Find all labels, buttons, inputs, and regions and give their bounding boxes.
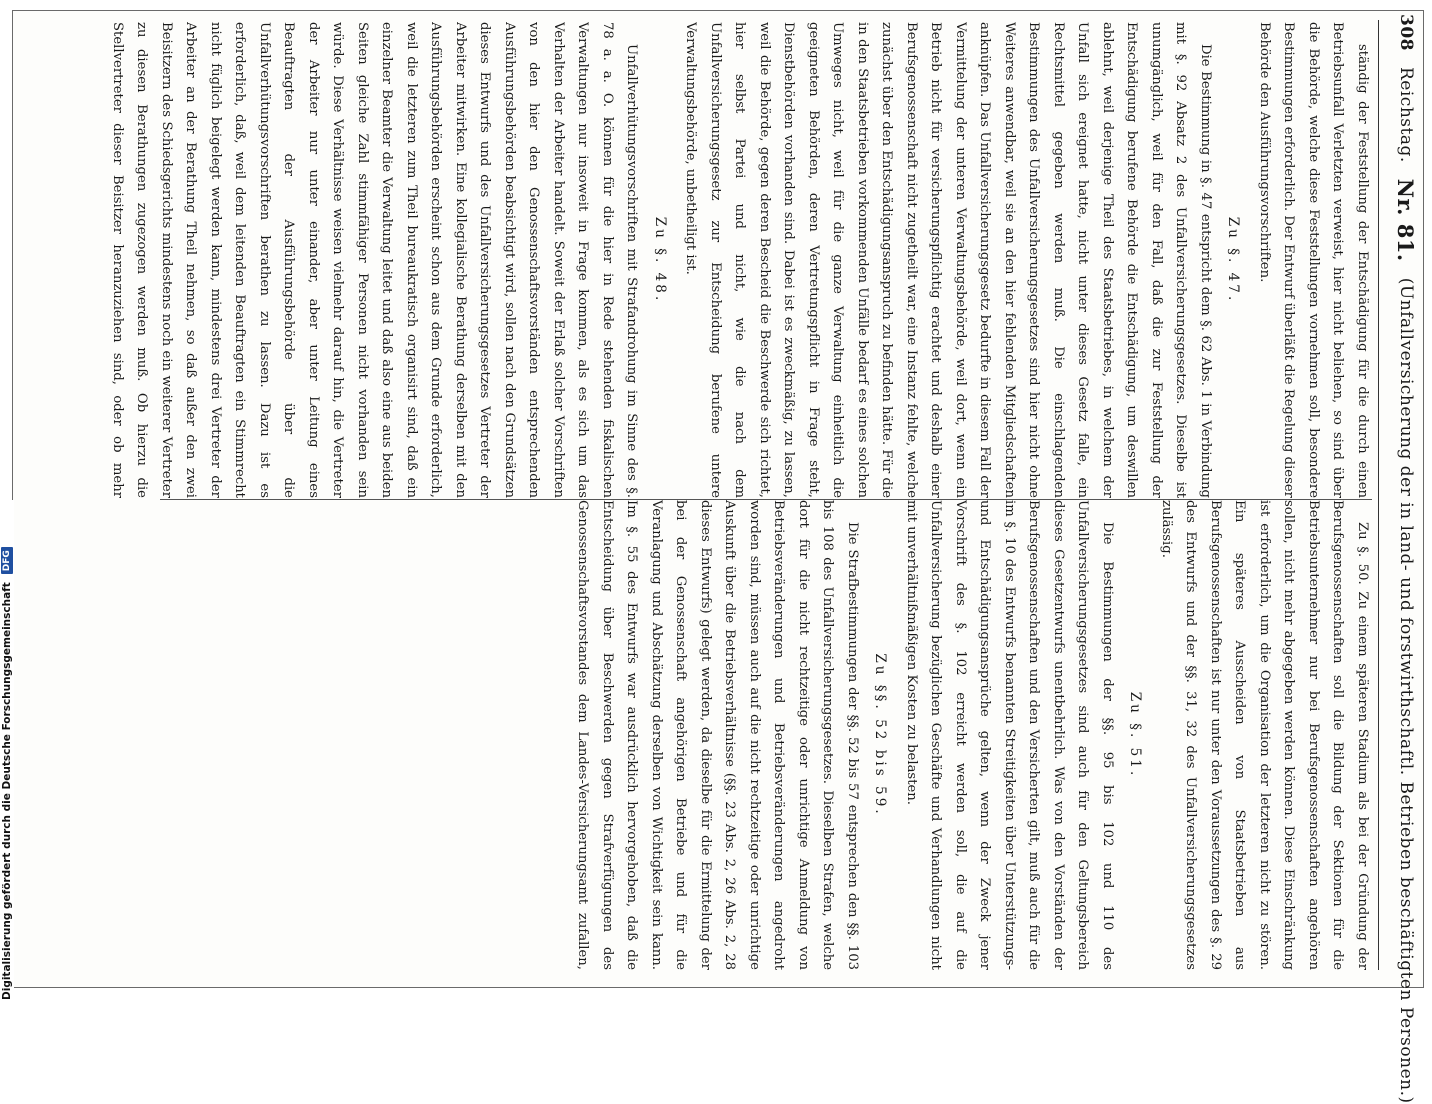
page-number: 308 — [1396, 14, 1416, 51]
paragraph: ständig der Feststellung der Entschädigung für die durch einen Betriebsunfall Verletzten verweist, hier nicht beliehen, so sind über die Behörde, welche diese Feststellungen vornehmen soll, besondere Bestimmungen erforderlich. Der Entwurf überläßt die Regelung dieser Behörde den Ausführungsvorschriften. — [1257, 22, 1370, 498]
text-column-right — [566, 500, 1374, 970]
paragraph: Die Strafbestimmungen der §§. 52 bis 57 entsprechen den §§. 103 bis 108 des Unfallversicherungsgesetzes. Dieselben Strafen, welche dort für die nicht rechtzeitige oder unrichtige Anmeldung von Betriebsveränderungen und Betriebsveränderungen angedroht worden sind, müssen auch auf die nicht rechtzeitige oder unrichtige Auskunft über die Betriebsverhältnisse (§§. 23 Abs. 2, 26 Abs. 2, 28 dieses Entwurfs) gelegt werden, da dieselbe für die Ermittelung der bei der Genossenschaft angehörigen Betriebe und für die Veranlagung und Abschätzung derselben von Wichtigkeit sein kann. Im §. 55 des Entwurfs war ausdrücklich hervorgehoben, daß die Entscheidung über Beschwerden gegen Strafverfügungen des Genossenschaftsvorstandes dem Landes-Versicherungsamt zufallen, — [575, 500, 860, 970]
document-number: Nr. 81. — [1393, 178, 1419, 262]
paragraph: Unfallverhütungsvorschriften mit Strafandrohung im Sinne des §. 78 a. a. O. können für die hier in Rede stehenden fiskalischen Verwaltungen nur insoweit in Frage kommen, als es sich um das Verhalten der Arbeiter handelt. Soweit der Erlaß solcher Vorschriften von den hier den Genossenschaftsvorständen entsprechenden Ausführungsbehörden beabsichtigt wird, sollen nach den Grundsätzen dieses Entwurfs und des Unfallversicherungsgesetzes Vertreter der Arbeiter mitwirken. Eine kollegialische Berathung derselben mit den Ausführungsbehörden erscheint schon aus dem Grunde erforderlich, weil die letzteren zum Theil bureaukratisch organisirt sind, daß ein einzelner Beamter die Verwaltung leitet und daß also eine aus beiden Seiten gleiche Zahl stimmfähiger Personen nicht vorhanden sein würde. Diese Verhältnisse weisen vielmehr darauf hin, die Vertreter der Arbeiter nur unter einander, aber unter Leitung eines Beauftragten der Ausführungsbehörde über die Unfallverhütungsvorschriften berathen zu lassen. Dazu ist es erforderlich, daß, weil dem leitenden Beauftragten ein Stimmrecht nicht füglich beigelegt werden kann, mindestens drei Vertreter der Arbeiter an der Berathung Theil nehmen, so daß außer den zwei Beisitzern des Schiedsgerichts mindestens noch ein weiterer Vertreter zu diesen Berathungen zugezogen werden muß. Ob hierzu die Stellvertreter dieser Beisitzer heranzuziehen sind, oder ob mehr — [110, 22, 640, 498]
paragraph: Die Bestimmungen der §§. 95 bis 102 und 110 des Unfallversicherungsgesetzes sind auch für den Geltungsbereich dieses Gesetzentwurfs unentbehrlich. Was von den Vorständen der Berufsgenossenschaften und den Versicherten gilt, muß auch für die im §. 10 des Entwurfs benannten Streitigkeiten über Unterstützungs- und Entschädigungsansprüche gelten, wenn der Zweck jener Vorschrift des §. 102 erreicht werden soll, die auf die Unfallversicherung bezüglichen Geschäfte und Verhandlungen nicht mit unverhältnißmäßigen Kosten zu belasten. — [904, 500, 1115, 970]
header-rule — [1378, 20, 1379, 970]
document-title: (Unfallversicherung der in land- und forstwirthschaftl. Betrieben beschäftigten Personen.) — [1396, 277, 1416, 1104]
digitization-credit — [0, 500, 14, 1000]
section-heading: Zu §. 48. — [652, 216, 668, 304]
paragraph: Die Bestimmung in §. 47 entspricht dem §. 62 Abs. 1 in Verbindung mit §. 92 Absatz 2 des Unfallversicherungsgesetzes. Dieselbe ist unumgänglich, weil für den Fall, daß die zur Feststellung der Entschädigung berufene Behörde die Entschädigung, um deswillen ablehnt, weil derjenige Theil des Staatsbetriebes, in welchem der Unfall sich ereignet hatte, nicht unter dieses Gesetz falle, ein Rechtsmittel gegeben werden muß. Die einschlagenden Bestimmungen des Unfallversicherungsgesetzes sind hier nicht ohne Weiteres anwendbar, weil sie an den hier fehlenden Mitgliedschaften anknüpfen. Das Unfallversicherungsgesetz bedurfte in diesem Fall der Vermittelung der unteren Verwaltungsbehörde, weil dort, wenn ein Betrieb nicht für versicherungspflichtig erachtet und deshalb einer Berufsgenossenschaft nicht zugetheilt war, eine Instanz fehlte, welche zunächst über den Entschädigungsanspruch zu befinden hätte. Für die in den Staatsbetrieben vorkommenden Unfälle bedarf es eines solchen Umweges nicht, weil für die ganze Verwaltung einheitlich die geeigneten Behörden, deren Vertretungspflicht in Frage steht, Dienstbehörden vorhanden sind. Dabei ist es zweckmäßig, zu lassen, weil die Behörde, gegen deren Bescheid die Beschwerde sich richtet, hier selbst Partei und nicht, wie die nach dem Unfallversicherungsgesetz zur Entscheidung berufene untere Verwaltungsbehörde, unbetheiligt ist. — [683, 22, 1213, 498]
text-column-left — [104, 22, 1374, 498]
section-heading: Zu §. 47. — [1225, 216, 1242, 304]
page-header — [1386, 14, 1426, 1104]
credit-text: Digitalisierung gefördert durch die Deutsche Forschungsgemeinschaft — [1, 582, 13, 1000]
dfg-logo: DFG — [1, 547, 13, 574]
section-heading: Zu §. 51. — [1127, 691, 1144, 779]
column-divider — [160, 499, 1372, 500]
paragraph: Zu §. 50. Zu einem späteren Stadium als bei der Gründung der Berufsgenossenschaften soll die Bildung der Sektionen für die Betriebsunternehmer nur bei Berufsgenossenschaften angehören sollen, nicht mehr abgegeben werden können. Diese Einschränkung ist erforderlich, um die Organisation der letzteren nicht zu stören. Ein späteres Ausscheiden von Staatsbetrieben aus Berufsgenossenschaften ist nur unter den Voraussetzungen des §. 29 des Entwurfs und der §§. 31, 32 des Unfallversicherungsgesetzes zulässig. — [1159, 500, 1370, 970]
publication-title: Reichstag. — [1396, 67, 1416, 163]
section-heading: Zu §§. 52 bis 59. — [872, 653, 889, 817]
